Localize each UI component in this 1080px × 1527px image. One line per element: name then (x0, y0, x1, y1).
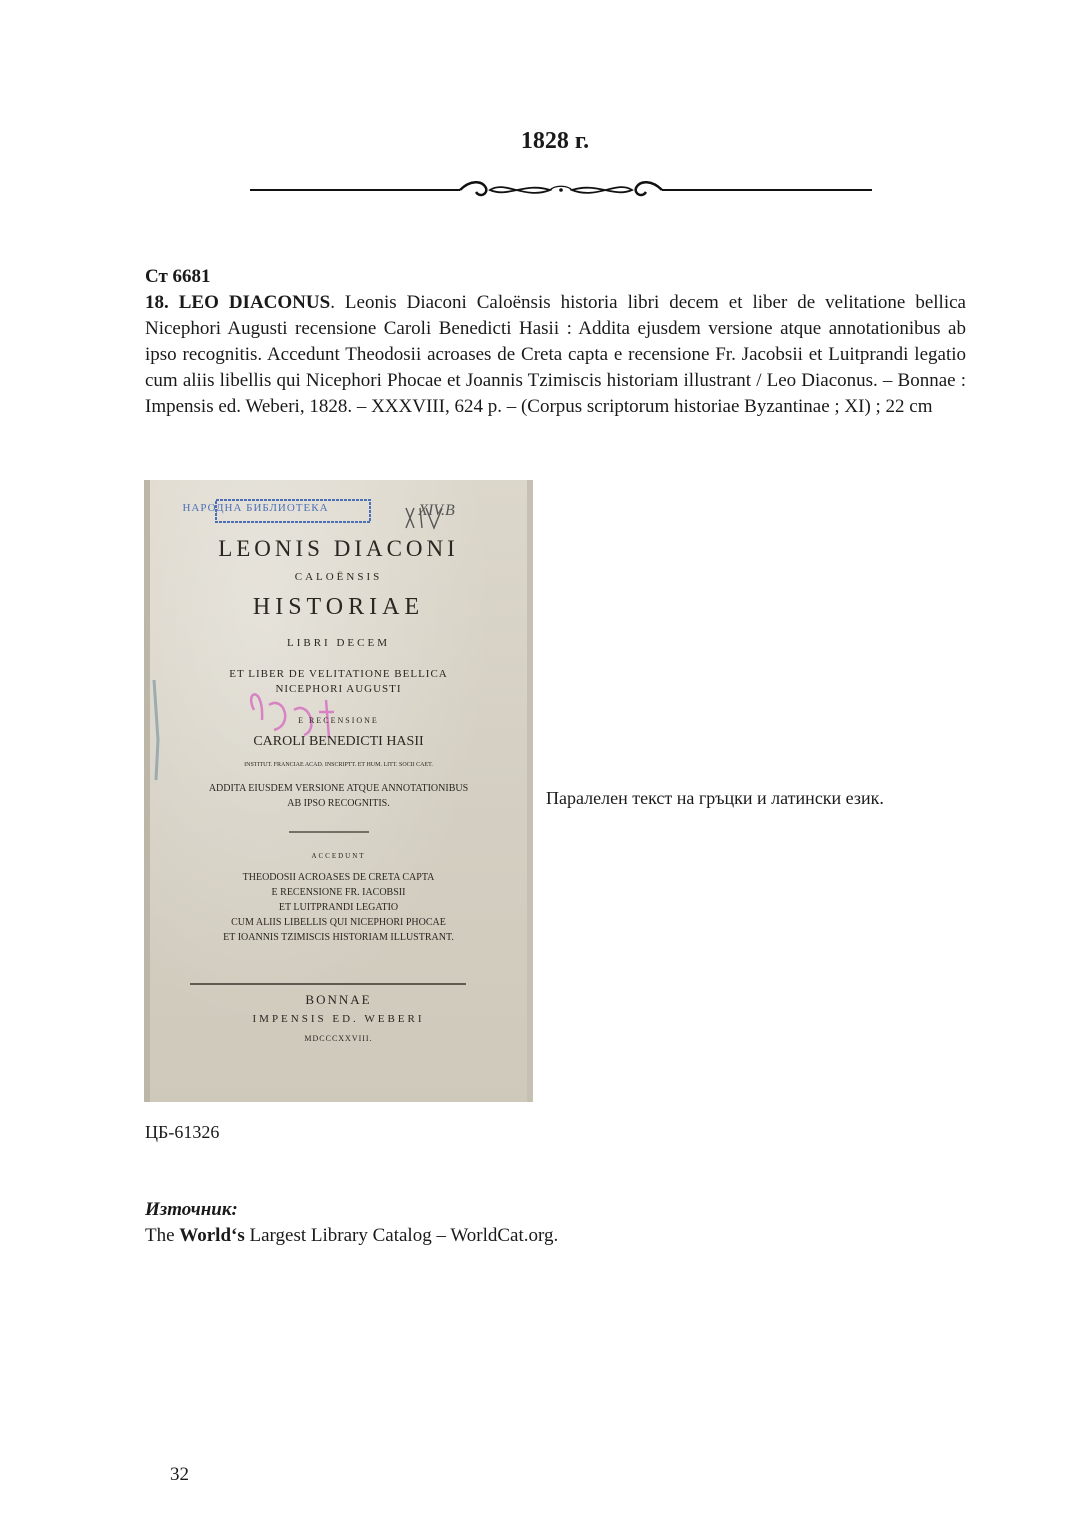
ornamental-divider (250, 176, 872, 206)
handwritten-shelfmark: XIV.B (418, 502, 455, 519)
entry-number-author: 18. LEO DIACONUS (145, 292, 331, 313)
tp-line-4: LIBRI DECEM (287, 637, 390, 649)
page-number: 32 (170, 1464, 189, 1485)
tp-line-3: HISTORIAE (252, 594, 425, 620)
tp-line-5: ET LIBER DE VELITATIONE BELLICA (229, 668, 448, 680)
tp-line-19: IMPENSIS ED. WEBERI (252, 1013, 425, 1025)
source-bold: World‘s (179, 1225, 245, 1246)
tp-line-13: THEODOSII ACROASES DE CRETA CAPTA (242, 872, 435, 883)
tp-line-2: CALOËNSIS (294, 571, 383, 583)
tp-line-8: CAROLI BENEDICTI HASII (253, 734, 424, 749)
title-page-photo (144, 480, 533, 1102)
side-caption: Паралелен текст на гръцки и латински език. (546, 788, 884, 808)
bibliographic-entry (145, 290, 966, 420)
call-number: ЦБ-61326 (145, 1122, 220, 1142)
tp-line-12: ACCEDUNT (311, 852, 366, 860)
shelfmark: Ст 6681 (145, 266, 211, 287)
tp-line-18: BONNAE (305, 992, 372, 1007)
tp-line-20: MDCCCXXVIII. (304, 1034, 373, 1043)
source-text (145, 1225, 558, 1247)
library-stamp: НАРОДНА БИБЛИОТЕКА (182, 502, 329, 514)
source-label: Източник: (145, 1199, 238, 1220)
year-heading: 1828 г. (520, 128, 590, 154)
tp-line-14: E RECENSIONE FR. IACOBSII (271, 887, 406, 898)
tp-line-10: ADDITA EIUSDEM VERSIONE ATQUE ANNOTATIONIBUS (208, 783, 469, 794)
tp-line-1: LEONIS DIACONI (218, 536, 459, 561)
tp-line-17: ET IOANNIS TZIMISCIS HISTORIAM ILLUSTRANT. (223, 932, 454, 943)
tp-line-15: ET LUITPRANDI LEGATIO (278, 902, 399, 913)
source-suffix: Largest Library Catalog – WorldCat.org. (244, 1225, 559, 1246)
source-prefix: The (145, 1225, 180, 1246)
tp-line-6: NICEPHORI AUGUSTI (275, 683, 402, 695)
entry-description: . Leonis Diaconi Caloënsis historia libri decem et liber de velitatione bellica Nicephori Augusti recensione Caroli Benedicti Hasii : Addita ejusdem versione atque annotationibus ab ipso recognitis. Accedunt Theodosii acroases de Creta capta e recensione Fr. Jacobsii et Luitprandi legatio cum aliis libellis qui Nicephori Phocae et Joannis Tzimiscis historiam illustrant / Leo Diaconus. – Bonnae : Impensis ed. Weberi, 1828. – XXXVIII, 624 p. – (Corpus scriptorum historiae Byzantinae ; XI) ; 22 cm (145, 292, 966, 417)
tp-line-9: INSTITUT. FRANCIAE ACAD. INSCRIPTT. ET HUM. LITT. SOCII CAET. (244, 762, 433, 768)
tp-line-11: AB IPSO RECOGNITIS. (287, 798, 390, 809)
tp-line-16: CUM ALIIS LIBELLIS QUI NICEPHORI PHOCAE (231, 917, 446, 928)
tp-line-7: E RECENSIONE (298, 716, 379, 725)
